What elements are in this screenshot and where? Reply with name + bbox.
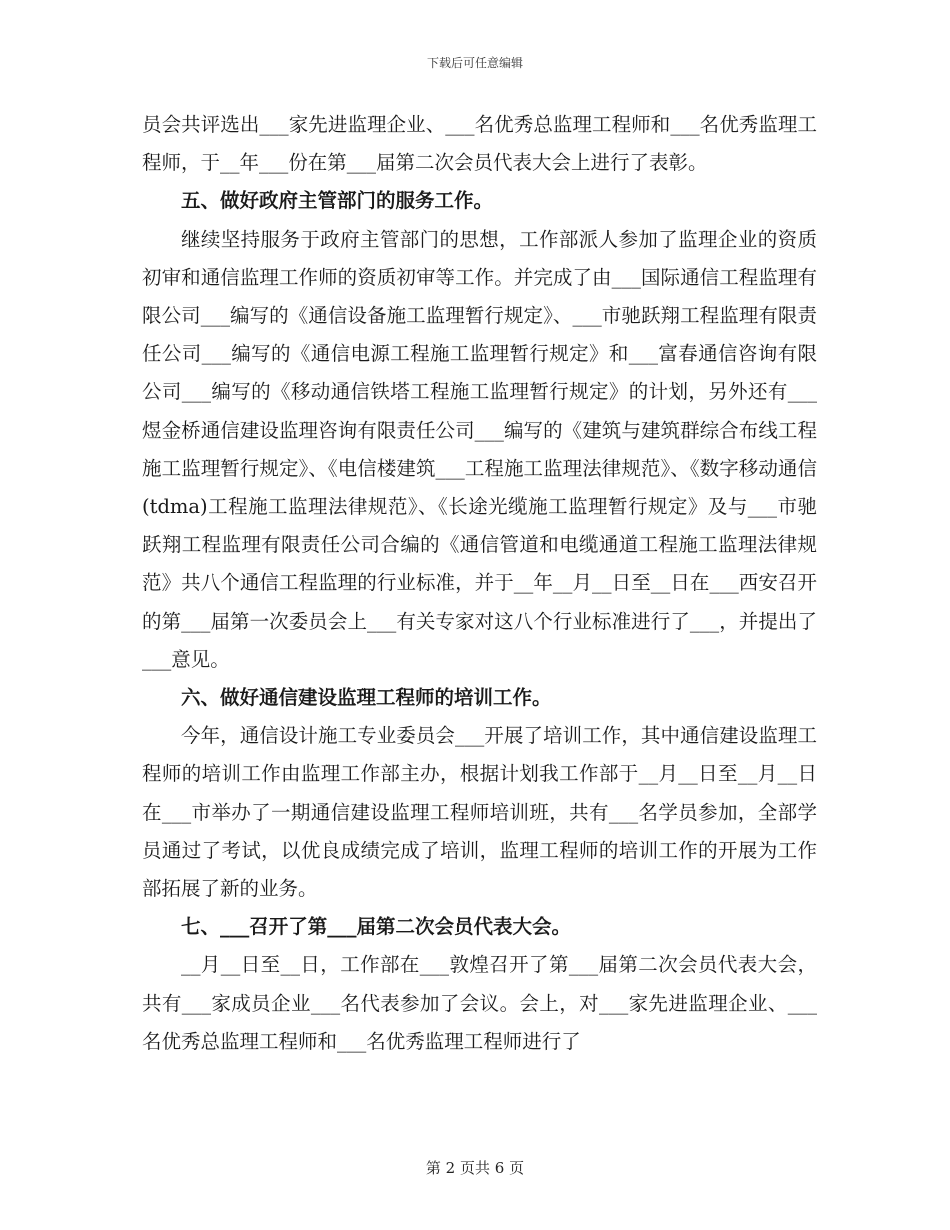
section-heading-5: 五、做好政府主管部门的服务工作。 xyxy=(181,189,494,213)
paragraph-intro: 员会共评选出___家先进监理企业、___名优秀总监理工程师和___名优秀监理工程师，于__年___份在第___届第二次会员代表大会上进行了表彰。 xyxy=(142,113,817,175)
section-heading-7: 七、___召开了第___届第二次会员代表大会。 xyxy=(181,915,572,939)
document-body xyxy=(142,106,817,1061)
section-heading-6: 六、做好通信建设监理工程师的培训工作。 xyxy=(181,686,552,710)
page-header: 下载后可任意编辑 xyxy=(426,56,523,70)
page-footer: 第 2 页共 6 页 xyxy=(425,1159,525,1177)
paragraph-section-6: 今年，通信设计施工专业委员会___开展了培训工作，其中通信建设监理工程师的培训工作由监理工作部主办，根据计划我工作部于__月__日至__月__日在___市举办了一期通信建设监理工程师培训班，共有___名学员参加，全部学员通过了考试，以优良成绩完成了培训，监理工程师的培训工作的开展为工作部拓展了新的业务。 xyxy=(142,724,817,901)
paragraph-section-7: __月__日至__日，工作部在___敦煌召开了第___届第二次会员代表大会，共有___家成员企业___名代表参加了会议。会上，对___家先进监理企业、___名优秀总监理工程师和___名优秀监理工程师进行了 xyxy=(142,953,817,1053)
paragraph-section-5: 继续坚持服务于政府主管部门的思想，工作部派人参加了监理企业的资质初审和通信监理工作师的资质初审等工作。并完成了由___国际通信工程监理有限公司___编写的《通信设备施工监理暂行规定》、___市驰跃翔工程监理有限责任公司___编写的《通信电源工程施工监理暂行规定》和___富春通信咨询有限公司___编写的《移动通信铁塔工程施工监理暂行规定》的计划，另外还有___煜金桥通信建设监理咨询有限责任公司___编写的《建筑与建筑群综合布线工程施工监理暂行规定》、《电信楼建筑___工程施工监理法律规范》、《数字移动通信(tdma)工程施工监理法律规范》、《长途光缆施工监理暂行规定》及与___市驰跃翔工程监理有限责任公司合编的《通信管道和电缆通道工程施工监理法律规范》共八个通信工程监理的行业标准，并于__年__月__日至__日在___西安召开的第___届第一次委员会上___有关专家对这八个行业标准进行了___，并提出了___意见。 xyxy=(142,227,817,671)
